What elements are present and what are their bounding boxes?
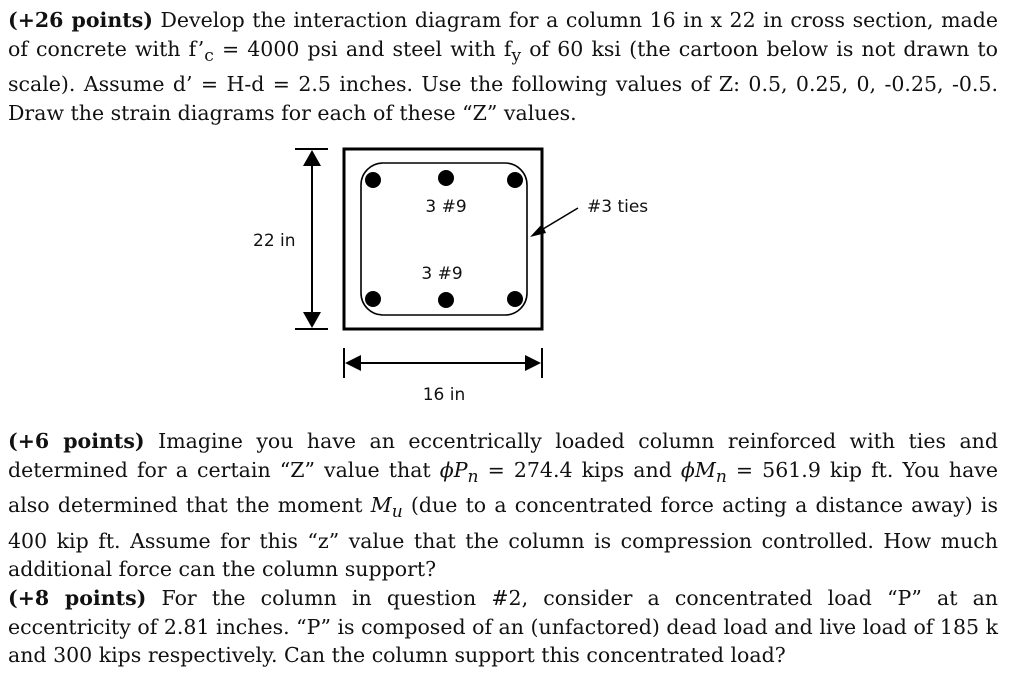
height-dim-arrow-down — [303, 312, 321, 328]
fy-subscript: y — [511, 45, 522, 66]
rebar-top-right — [507, 172, 523, 188]
mu-symbol: M — [370, 493, 392, 518]
phi-pn-symbol: ϕP — [439, 457, 468, 482]
ties-pointer-arrowhead — [530, 224, 546, 237]
width-dim-arrow-right — [525, 355, 541, 371]
rebar-bottom-left — [365, 291, 381, 307]
q3-points: (+8 points) — [8, 586, 147, 610]
top-bars-label: 3 #9 — [425, 197, 467, 217]
pn-subscript: n — [467, 466, 479, 487]
phi-mn-symbol: ϕM — [680, 457, 716, 482]
q2-text-3: = 561.9 kip ft. You have also determined that the moment — [8, 457, 999, 518]
q1-text-3: of 60 ksi (the cartoon below is not drawn to scale). Assume d’ = H-d = 2.5 inches. Use the following values of Z: 0.5, 0.25, 0, -0.25, -0.5. Draw the strain diagrams for each of these “Z” values. — [8, 36, 998, 125]
height-label: 22 in — [253, 231, 296, 251]
mn-subscript: n — [715, 466, 727, 487]
width-dim-arrow-left — [345, 355, 361, 371]
q3-text: For the column in question #2, consider a concentrated load “P” at an eccentricity of 2.81 inches. “P” is composed of an (unfactored) dead load and live load of 185 k and 300 kips respectively. Can the column support this concentrated load? — [8, 586, 999, 667]
q1-points: (+26 points) — [8, 8, 153, 32]
mu-subscript: u — [391, 502, 403, 523]
bottom-bars-label: 3 #9 — [421, 264, 463, 284]
rebar-top-center — [438, 170, 454, 186]
q2-points: (+6 points) — [8, 429, 145, 453]
q2-text-4: (due to a concentrated force acting a distance away) is 400 kip ft. Assume for this “z” value that the column is compression controlled. How much additional force can the column support? — [8, 493, 998, 582]
question-2 — [8, 427, 998, 584]
rebar-top-left — [365, 172, 381, 188]
height-dim-arrow-up — [303, 150, 321, 166]
q1-text-2: = 4000 psi and steel with f — [213, 36, 512, 61]
q2-text-1: Imagine you have an eccentrically loaded column reinforced with ties and determined for a certain “Z” value that — [8, 429, 999, 482]
q2-text-2: = 274.4 kips and — [478, 457, 681, 482]
tie-outline — [361, 163, 527, 315]
width-label: 16 in — [422, 385, 466, 405]
q1-text-1: Develop the interaction diagram for a column 16 in x 22 in cross section, made of concrete with f’ — [8, 8, 998, 61]
ties-pointer-line — [538, 208, 578, 232]
fc-subscript: c — [204, 45, 214, 66]
ties-label: #3 ties — [587, 197, 649, 217]
rebar-bottom-center — [438, 292, 454, 308]
question-3 — [8, 584, 998, 670]
rebar-bottom-right — [507, 291, 523, 307]
